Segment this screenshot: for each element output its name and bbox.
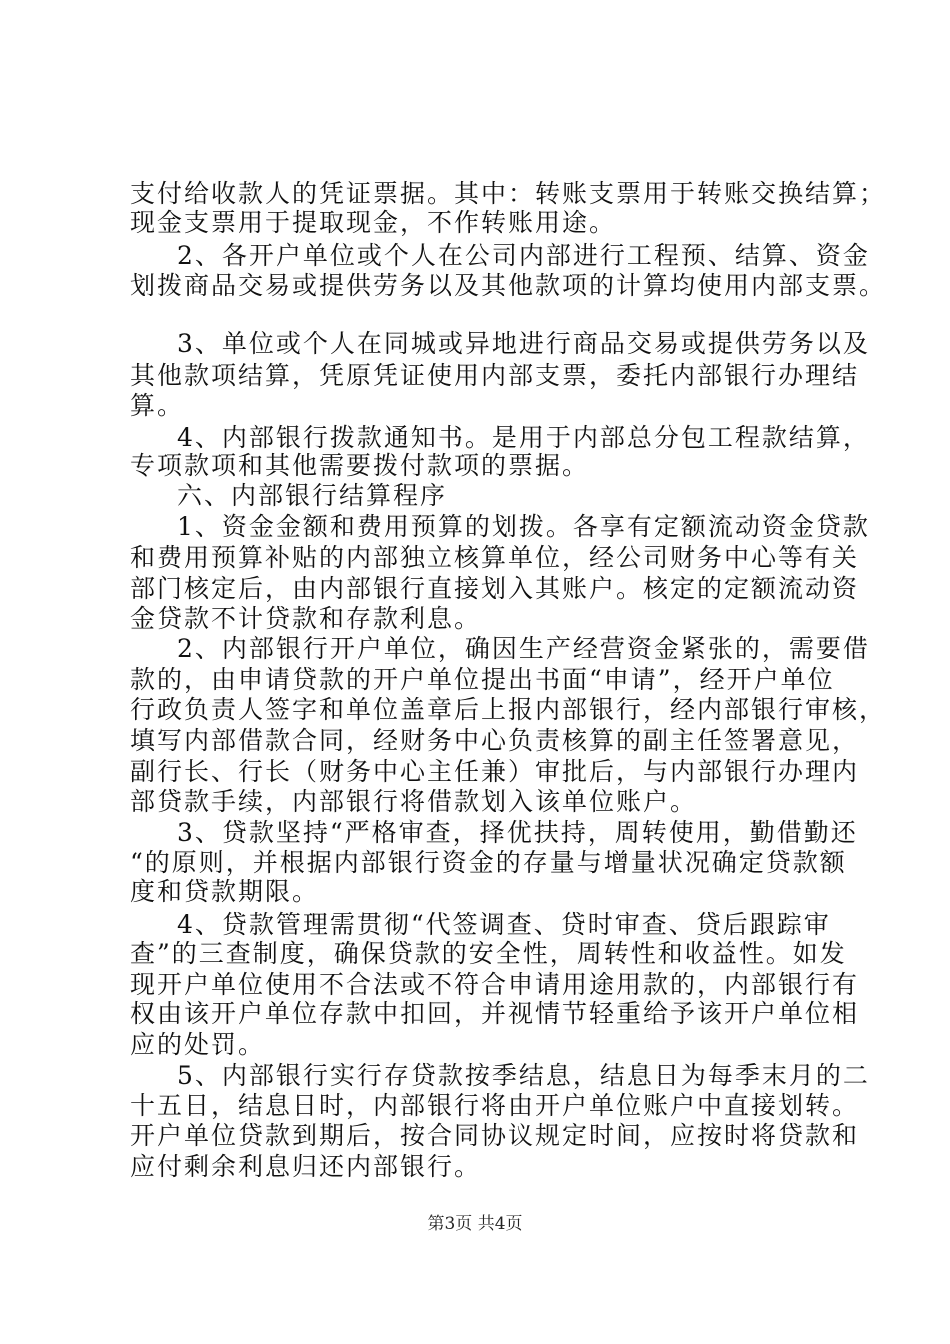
text-line: 专项款项和其他需要拨付款项的票据。: [130, 451, 590, 480]
text-line: 1、资金金额和费用预算的划拨。各享有定额流动资金贷款: [177, 512, 870, 541]
text-line: 款的，由申请贷款的开户单位提出书面“申请”，经开户单位: [130, 665, 835, 694]
text-line: 4、内部银行拨款通知书。是用于内部总分包工程款结算，: [177, 423, 870, 452]
page-footer: 第3页 共4页: [427, 1214, 523, 1234]
text-line: 支付给收款人的凭证票据。其中：转账支票用于转账交换结算；: [130, 179, 887, 208]
text-line: 应的处罚。: [130, 1030, 266, 1059]
text-line: 十五日，结息日时，内部银行将由开户单位账户中直接划转。: [130, 1091, 860, 1120]
text-line: 现开户单位使用不合法或不符合申请用途用款的，内部银行有: [130, 970, 860, 999]
text-line: 现金支票用于提取现金，不作转账用途。: [130, 208, 617, 237]
text-line: 2、内部银行开户单位，确因生产经营资金紧张的，需要借: [177, 634, 870, 663]
text-line: 部贷款手续，内部银行将借款划入该单位账户。: [130, 787, 698, 816]
text-line: 4、贷款管理需贯彻“代签调查、贷时审查、贷后跟踪审: [177, 910, 831, 939]
section-heading: 六、内部银行结算程序: [177, 481, 448, 510]
text-line: 部门核定后，由内部银行直接划入其账户。核定的定额流动资: [130, 574, 860, 603]
text-line: 算。: [130, 391, 185, 420]
text-line: 5、内部银行实行存贷款按季结息，结息日为每季末月的二: [177, 1061, 870, 1090]
text-line: 开户单位贷款到期后，按合同协议规定时间，应按时将贷款和: [130, 1121, 860, 1150]
text-line: 其他款项结算，凭原凭证使用内部支票，委托内部银行办理结: [130, 361, 860, 390]
text-line: 3、单位或个人在同城或异地进行商品交易或提供劳务以及: [177, 329, 870, 358]
text-line: 应付剩余利息归还内部银行。: [130, 1152, 482, 1181]
text-line: 和费用预算补贴的内部独立核算单位，经公司财务中心等有关: [130, 543, 860, 572]
text-line: 度和贷款期限。: [130, 877, 320, 906]
text-line: 权由该开户单位存款中扣回，并视情节轻重给予该开户单位相: [130, 999, 860, 1028]
text-line: 金贷款不计贷款和存款利息。: [130, 604, 482, 633]
text-line: 填写内部借款合同，经财务中心负责核算的副主任签署意见，: [130, 726, 860, 755]
text-line: 3、贷款坚持“严格审查，择优扶持，周转使用，勤借勤还: [177, 818, 858, 847]
text-line: 划拨商品交易或提供劳务以及其他款项的计算均使用内部支票。: [130, 271, 887, 300]
text-line: 行政负责人签字和单位盖章后上报内部银行，经内部银行审核，: [130, 695, 887, 724]
text-line: 2、各开户单位或个人在公司内部进行工程预、结算、资金: [177, 241, 870, 270]
text-line: 查”的三查制度，确保贷款的安全性，周转性和收益性。如发: [130, 939, 847, 968]
text-line: 副行长、行长（财务中心主任兼）审批后，与内部银行办理内: [130, 757, 860, 786]
text-line: “的原则，并根据内部银行资金的存量与增量状况确定贷款额: [130, 848, 847, 877]
